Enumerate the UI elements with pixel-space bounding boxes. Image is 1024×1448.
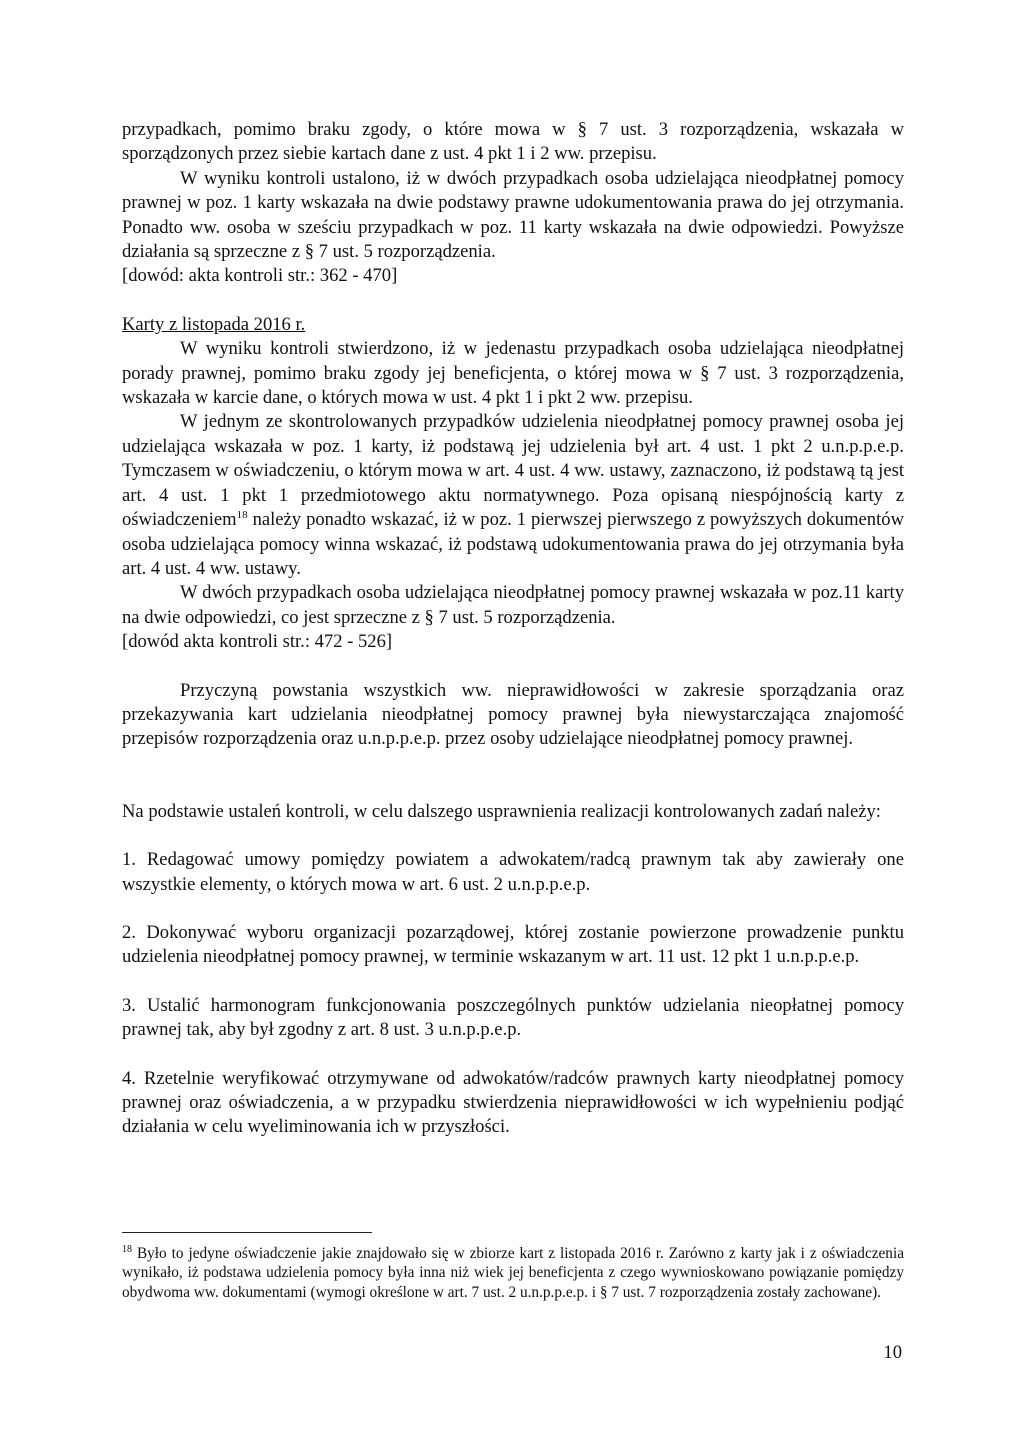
section-heading-november-cards: Karty z listopada 2016 r. <box>122 313 306 335</box>
paragraph-continuation: przypadkach, pomimo braku zgody, o które mowa w § 7 ust. 3 rozporządzenia, wskazała w sporządzonych przez siebie kartach dane z ust. 4 pkt 1 i 2 ww. przepisu. <box>122 119 904 165</box>
recommendation-item: 2. Dokonywać wyboru organizacji pozarządowej, której zostanie powierzone prowadzenie punktu udzielenia nieodpłatnej pomocy prawnej, w terminie wskazanym w art. 11 ust. 12 pkt 1 u.n.p.p.e.p. <box>122 921 904 968</box>
page-number: 10 <box>883 1342 902 1363</box>
evidence-reference-2: [dowód akta kontroli str.: 472 - 526] <box>122 631 393 653</box>
paragraph-recommendations-intro: Na podstawie ustaleń kontroli, w celu dalszego usprawnienia realizacji kontrolowanych zadań należy: <box>122 800 881 822</box>
recommendation-item: 4. Rzetelnie weryfikować otrzymywane od adwokatów/radców prawnych karty nieodpłatnej pomocy prawnej oraz oświadczenia, a w przypadku stwierdzenia nieprawidłowości w ich wypełnieniu podjąć działania w celu wyeliminowania ich w przyszłości. <box>122 1067 904 1138</box>
paragraph-findings-two-cases: W wyniku kontroli ustalono, iż w dwóch przypadkach osoba udzielająca nieodpłatnej pomocy prawnej w poz. 1 karty wskazała na dwie podstawy prawne udokumentowania prawa do jej otrzymania. Ponadto ww. osoba w sześciu przypadkach w poz. 11 karty wskazała na dwie odpowiedzi. Powyższe działania są sprzeczne z § 7 ust. 5 rozporządzenia. <box>122 167 904 263</box>
paragraph-one-case <box>122 410 904 581</box>
paragraph-eleven-cases: W wyniku kontroli stwierdzono, iż w jedenastu przypadkach osoba udzielająca nieodpłatnej porady prawnej, pomimo braku zgody jej beneficjenta, o której mowa w § 7 ust. 3 rozporządzenia, wskazała w karcie dane, o których mowa w ust. 4 pkt 1 i pkt 2 ww. przepisu. <box>122 338 904 409</box>
paragraph-two-cases-answers: W dwóch przypadkach osoba udzielająca nieodpłatnej pomocy prawnej wskazała w poz.11 karty na dwie odpowiedzi, co jest sprzeczne z § 7 ust. 5 rozporządzenia. <box>122 582 904 628</box>
footnote-reference: 18 <box>236 509 248 522</box>
recommendation-item: 1. Redagować umowy pomiędzy powiatem a adwokatem/radcą prawnym tak aby zawierały one wszystkie elementy, o których mowa w art. 6 ust. 2 u.n.p.p.e.p. <box>122 849 904 895</box>
recommendation-item: 3. Ustalić harmonogram funkcjonowania poszczególnych punktów udzielania nieopłatnej pomocy prawnej tak, aby był zgodny z art. 8 ust. 3 u.n.p.p.e.p. <box>122 994 904 1041</box>
footnote-text: Było to jedyne oświadczenie jakie znajdowało się w zbiorze kart z listopada 2016 r. Zarówno z karty jak i z oświadczenia wynikało, iż podstawa udzielenia pomocy była inna niż wiek jej beneficjenta z czego wywnioskowano powiązanie pomiędzy obydwoma ww. dokumentami (wymogi określone w art. 7 ust. 2 u.n.p.p.e.p. i § 7 ust. 7 rozporządzenia zostały zachowane). <box>122 1245 904 1301</box>
paragraph-cause: Przyczyną powstania wszystkich ww. nieprawidłowości w zakresie sporządzania oraz przekazywania kart udzielania nieodpłatnej pomocy prawnej była niewystarczająca znajomość przepisów rozporządzenia oraz u.n.p.p.e.p. przez osoby udzielające nieodpłatnej pomocy prawnej. <box>122 679 904 750</box>
evidence-reference-1: [dowód: akta kontroli str.: 362 - 470] <box>122 265 398 287</box>
paragraph-one-case-text-cont: należy ponadto wskazać, iż w poz. 1 pierwszej pierwszego z powyższych dokumentów osoba udzielająca pomocy winna wskazać, iż podstawą udokumentowania prawa do jej otrzymania była art. 4 ust. 4 ww. ustawy. <box>122 509 904 579</box>
footnote <box>122 1244 904 1302</box>
footnote-separator <box>122 1232 372 1233</box>
footnote-number: 18 <box>122 1244 132 1255</box>
document-page <box>122 118 904 1140</box>
paragraph-one-case-text: W jednym ze skontrolowanych przypadków udzielenia nieodpłatnej pomocy prawnej osoba jej udzielająca wskazała w poz. 1 karty, iż podstawą jej udzielenia był art. 4 ust. 1 pkt 2 u.n.p.p.e.p. Tymczasem w oświadczeniu, o którym mowa w art. 4 ust. 4 ww. ustawy, zaznaczono, iż podstawą tą jest art. 4 ust. 1 pkt 1 przedmiotowego aktu normatywnego. Poza opisaną niespójnością karty z oświadczeniem <box>122 411 904 531</box>
